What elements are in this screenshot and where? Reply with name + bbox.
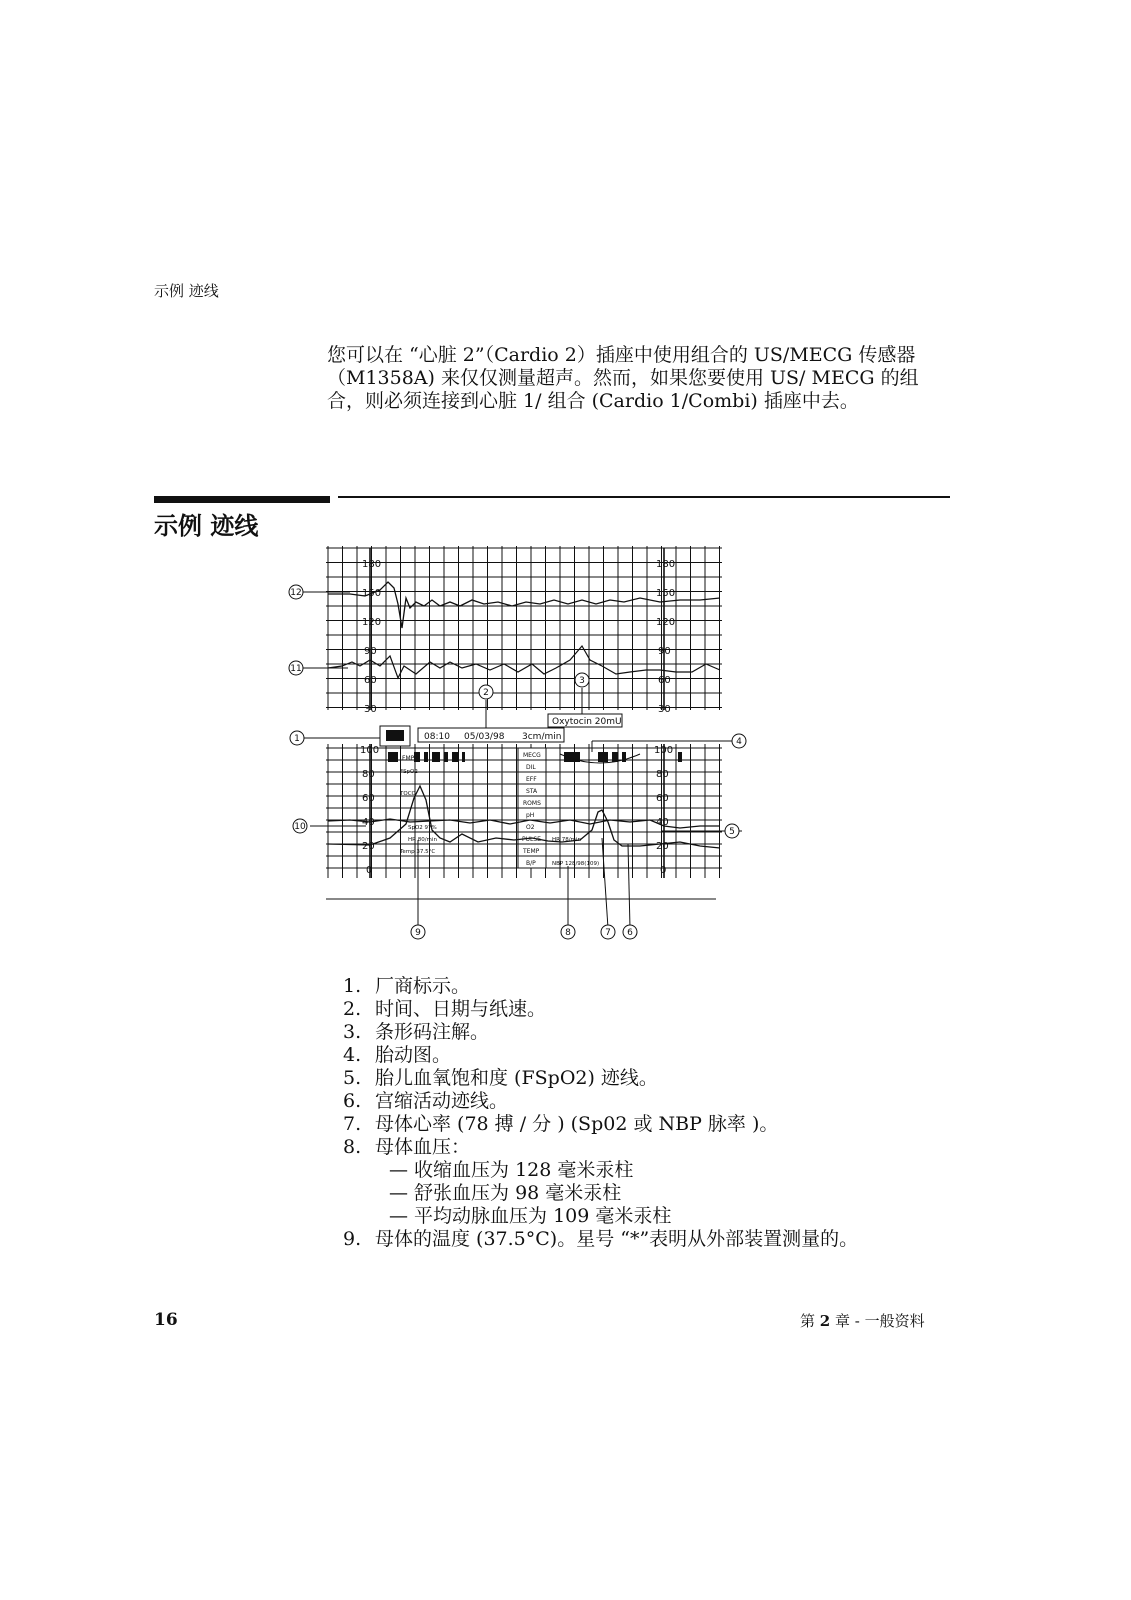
chapter-footer: 第 2 章 - 一般资料 (800, 1312, 925, 1330)
toco-label-right: 0 (660, 865, 667, 876)
legend-item: 1. 厂商标示。 (343, 975, 471, 997)
fhr-label-right: 150 (656, 588, 676, 599)
legend-item: 6. 宫缩活动迹线。 (343, 1090, 509, 1112)
legend-item: 3. 条形码注解。 (343, 1021, 490, 1043)
small-temp: Temp 37.5°C (400, 849, 436, 855)
status-label: PULSE (522, 836, 541, 843)
header-date: 05/03/98 (464, 732, 505, 742)
fhr-label-left: 150 (362, 588, 382, 599)
small-spo2: SpO2 97% (408, 825, 437, 831)
section-rule-thin (338, 496, 950, 498)
header-speed: 3cm/min (522, 732, 562, 742)
status-label: O2 (526, 824, 535, 831)
legend-list (343, 975, 858, 1251)
callout-7: 7 (605, 928, 611, 938)
fhr-label-left: 180 (362, 559, 382, 570)
annotation-text: Oxytocin 20mU (552, 717, 622, 727)
running-header: 示例 迹线 (154, 282, 219, 300)
header-time: 08:10 (424, 732, 450, 742)
fspo2-label: FSpO2 (400, 769, 418, 775)
toco-label-left: 40 (362, 817, 375, 828)
small-nbp: NBP 128/98(109) (552, 861, 600, 867)
toco-label-left: 20 (362, 841, 375, 852)
fhr-label-right: 90 (658, 646, 671, 657)
status-label: DIL (526, 764, 536, 771)
fhr-label-left: 120 (362, 617, 382, 628)
callout-1: 1 (294, 734, 300, 744)
legend-item: 5. 胎儿血氧饱和度 (FSpO2) 迹线。 (343, 1067, 658, 1089)
callout-4: 4 (736, 737, 742, 747)
toco-label-right: 20 (656, 841, 669, 852)
status-label: TEMP (523, 848, 540, 855)
legend-subitem: — 收缩血压为 128 毫米汞柱 (389, 1159, 634, 1181)
fhr-label-right: 120 (656, 617, 676, 628)
toco-label-left: 80 (362, 769, 375, 780)
status-label: pH (526, 812, 535, 819)
section-title: 示例 迹线 (154, 512, 259, 540)
toco-label: TOCO (400, 791, 416, 797)
legend-item: 2. 时间、日期与纸速。 (343, 998, 547, 1020)
page-number: 16 (154, 1310, 178, 1330)
callout-3: 3 (579, 676, 585, 686)
trace-figure (290, 548, 740, 960)
fhr-label-left: 90 (364, 646, 377, 657)
callout-5: 5 (729, 827, 735, 837)
intro-paragraph: 您可以在 “心脏 2”（Cardio 2）插座中使用组合的 US/MECG 传感器 （M1358A) 来仅仅测量超声。然而，如果您要使用 US/ MECG 的组合，则必须连接到心脏 1/ 组合 (Cardio 1/Combi) 插座中去。 (327, 344, 919, 412)
toco-label-left: 60 (362, 793, 375, 804)
status-label: EFF (526, 776, 537, 783)
fhr-label-left: 60 (364, 675, 377, 686)
fhr-label-right: 60 (658, 675, 671, 686)
fhr-label-right: 180 (656, 559, 676, 570)
toco-label-right: 100 (654, 745, 674, 756)
status-label: ROMS (523, 800, 541, 807)
section-rule-thick (154, 496, 330, 503)
callout-2: 2 (483, 688, 489, 698)
legend-item: 4. 胎动图。 (343, 1044, 452, 1066)
status-label: MECG (523, 752, 541, 759)
fhr-label-left: 30 (364, 704, 377, 715)
callout-8: 8 (565, 928, 571, 938)
toco-label-left: 0 (366, 865, 373, 876)
legend-subitem: — 舒张血压为 98 毫米汞柱 (389, 1182, 622, 1204)
callout-9: 9 (415, 928, 421, 938)
small-hr: HR 80/min (408, 837, 437, 843)
status-label: B/P (526, 860, 536, 867)
callout-11: 11 (290, 664, 302, 674)
status-column (518, 748, 546, 868)
legend-subitem: — 平均动脉血压为 109 毫米汞柱 (389, 1205, 672, 1227)
callout-12: 12 (290, 588, 302, 598)
toco-label-left: 100 (360, 745, 380, 756)
callout-10: 10 (294, 822, 306, 832)
toco-label-right: 40 (656, 817, 669, 828)
legend-item: 8. 母体血压： (343, 1136, 471, 1158)
callout-6: 6 (627, 928, 633, 938)
status-label: STA (526, 788, 538, 795)
toco-label-right: 80 (656, 769, 669, 780)
small-hr2: HR 78/min (552, 837, 581, 843)
legend-item: 7. 母体心率 (78 搏 / 分 ) (Sp02 或 NBP 脉率 )。 (343, 1113, 779, 1135)
toco-label-right: 60 (656, 793, 669, 804)
fmp-label: FMP (402, 755, 415, 762)
fhr-label-right: 30 (658, 704, 671, 715)
legend-item: 9. 母体的温度 (37.5°C)。星号 “*”表明从外部装置测量的。 (343, 1228, 859, 1250)
